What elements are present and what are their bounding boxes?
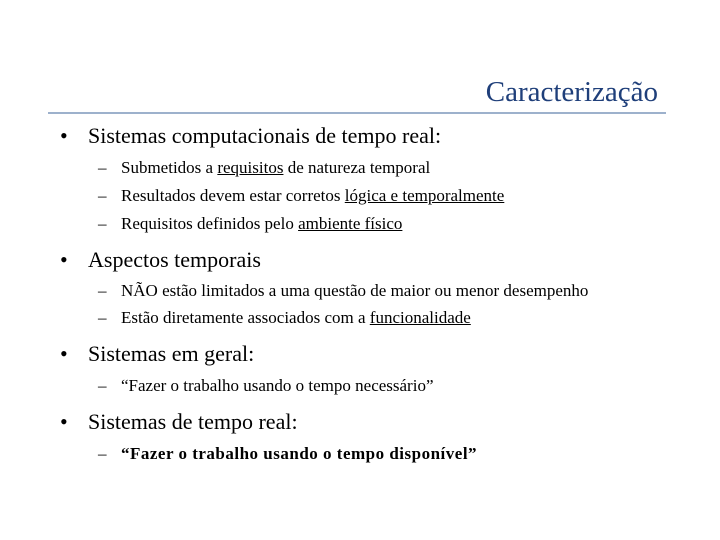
- sub-bullet-text: Requisitos definidos pelo: [121, 214, 299, 233]
- sub-bullet-text: de natureza temporal: [283, 158, 431, 177]
- sub-bullet-text: Estão diretamente associados com a: [121, 308, 370, 327]
- bullet-sistemas-tempo-real: [60, 408, 660, 436]
- bullet-sistemas-computacionais: [60, 122, 660, 150]
- bullet-text: Aspectos temporais: [88, 247, 261, 272]
- title-divider: [48, 112, 666, 114]
- bullet-text: Sistemas em geral:: [88, 341, 255, 366]
- bullet-dot-icon: •: [60, 247, 68, 272]
- slide-title: Caracterização: [485, 76, 658, 108]
- underlined-term: requisitos: [217, 158, 284, 177]
- underlined-term: lógica e temporalmente: [344, 186, 505, 205]
- sub-bullet-text: “Fazer o trabalho usando o tempo necessário”: [121, 376, 434, 395]
- dash-icon: –: [98, 186, 107, 205]
- sub-bullet-funcionalidade: [60, 307, 660, 329]
- bullet-sistemas-em-geral: [60, 340, 660, 368]
- sub-bullet-requisitos: [60, 157, 660, 179]
- underlined-term: ambiente físico: [298, 214, 403, 233]
- sub-bullet-nao-limitados: [60, 280, 641, 302]
- bullet-dot-icon: •: [60, 409, 68, 434]
- dash-icon: –: [98, 376, 107, 395]
- underlined-term: funcionalidade: [369, 308, 471, 327]
- bullet-dot-icon: •: [60, 341, 68, 366]
- dash-icon: –: [98, 214, 107, 233]
- sub-bullet-tempo-disponivel: [60, 443, 660, 465]
- slide-content: [60, 122, 660, 465]
- bullet-dot-icon: •: [60, 123, 68, 148]
- dash-icon: –: [98, 444, 107, 463]
- dash-icon: –: [98, 281, 107, 300]
- bullet-aspectos-temporais: [60, 246, 660, 274]
- sub-bullet-text: Submetidos a: [121, 158, 218, 177]
- sub-bullet-ambiente: [60, 213, 660, 235]
- bullet-text: Sistemas de tempo real:: [88, 409, 298, 434]
- bullet-text: Sistemas computacionais de tempo real:: [88, 123, 442, 148]
- sub-bullet-text: NÃO estão limitados a uma questão de maior ou menor desempenho: [121, 281, 589, 300]
- sub-bullet-text: Resultados devem estar corretos: [121, 186, 345, 205]
- sub-bullet-tempo-necessario: [60, 375, 660, 397]
- dash-icon: –: [98, 158, 107, 177]
- sub-bullet-text: “Fazer o trabalho usando o tempo disponível”: [121, 444, 478, 463]
- sub-bullet-resultados: [60, 185, 660, 207]
- dash-icon: –: [98, 308, 107, 327]
